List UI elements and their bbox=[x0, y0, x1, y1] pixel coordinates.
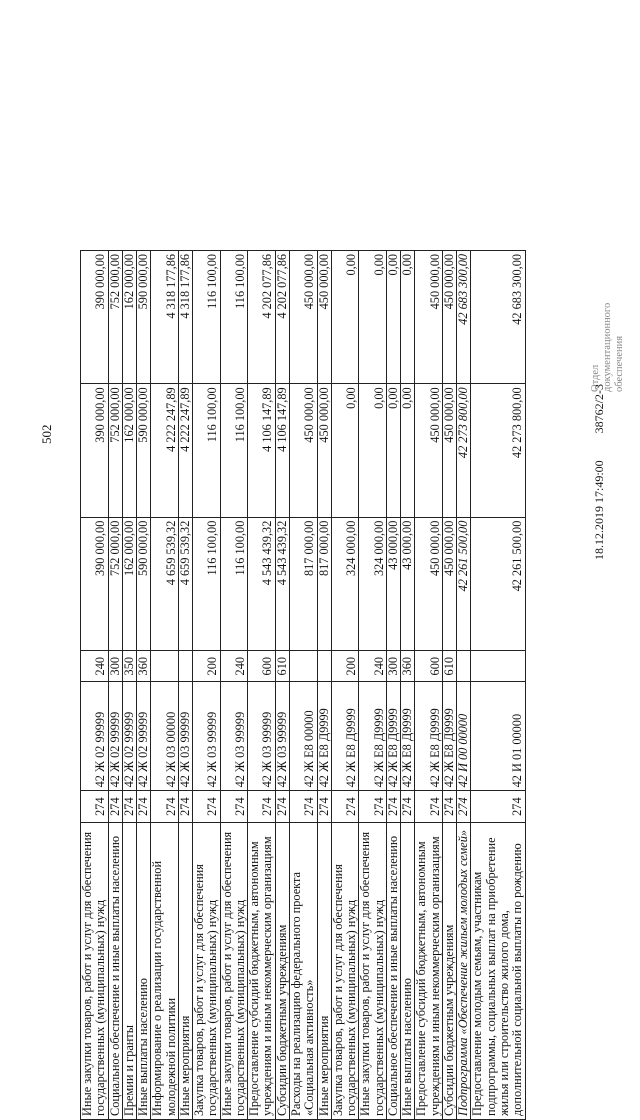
row-vr: 610 bbox=[442, 650, 456, 682]
row-name: Предоставление молодым семьям, участникам подпрограммы, социальных выплат на приобретение жилья или строительство жилого дома, дополнительной социальной выплаты по рождению bbox=[471, 822, 525, 1119]
row-value-3: 4 202 077,86 bbox=[248, 251, 276, 384]
row-name: Социальное обеспечение и иные выплаты населению bbox=[386, 822, 400, 1119]
row-value-1: 752 000,00 bbox=[108, 517, 122, 650]
footer-doc-id: 38762/2-3 bbox=[592, 383, 606, 434]
row-code: 274 bbox=[415, 791, 443, 823]
row-vr bbox=[457, 650, 471, 682]
row-kcsr: 42 Ж E8 Д9999 bbox=[386, 682, 400, 791]
row-vr: 610 bbox=[275, 650, 289, 682]
row-vr: 240 bbox=[359, 650, 387, 682]
row-code: 274 bbox=[275, 791, 289, 823]
row-code: 274 bbox=[331, 791, 359, 823]
table-row bbox=[415, 251, 443, 1120]
row-value-1: 4 543 439,32 bbox=[275, 517, 289, 650]
row-value-3: 0,00 bbox=[359, 251, 387, 384]
row-code: 274 bbox=[220, 791, 248, 823]
row-value-1: 4 659 539,32 bbox=[151, 517, 179, 650]
row-value-2: 4 106 147,89 bbox=[248, 384, 276, 517]
row-kcsr: 42 И 00 00000 bbox=[457, 682, 471, 791]
row-value-2: 4 106 147,89 bbox=[275, 384, 289, 517]
row-value-1: 390 000,00 bbox=[81, 517, 109, 650]
row-kcsr: 42 Ж E8 Д9999 bbox=[317, 682, 331, 791]
row-kcsr: 42 Ж 03 00000 bbox=[151, 682, 179, 791]
row-code: 274 bbox=[122, 791, 136, 823]
table-row bbox=[359, 251, 387, 1120]
row-kcsr: 42 Ж 02 99999 bbox=[108, 682, 122, 791]
row-value-2: 752 000,00 bbox=[108, 384, 122, 517]
table-row bbox=[331, 251, 359, 1120]
row-value-3: 450 000,00 bbox=[442, 251, 456, 384]
row-value-3: 116 100,00 bbox=[220, 251, 248, 384]
row-vr: 240 bbox=[81, 650, 109, 682]
row-value-3: 162 000,00 bbox=[122, 251, 136, 384]
row-kcsr: 42 Ж 02 99999 bbox=[122, 682, 136, 791]
row-value-3: 42 683 300,00 bbox=[471, 251, 525, 384]
row-kcsr: 42 Ж E8 00000 bbox=[289, 682, 317, 791]
stamp-line-1: Отдел документационного bbox=[590, 302, 614, 392]
row-value-2: 390 000,00 bbox=[81, 384, 109, 517]
row-vr: 300 bbox=[108, 650, 122, 682]
row-name: Иные выплаты населению bbox=[401, 822, 415, 1119]
row-value-2: 0,00 bbox=[359, 384, 387, 517]
table-row bbox=[122, 251, 136, 1120]
row-value-2: 450 000,00 bbox=[317, 384, 331, 517]
stamp-line-2: обеспечения bbox=[614, 335, 626, 392]
row-code: 274 bbox=[178, 791, 192, 823]
row-value-2: 0,00 bbox=[331, 384, 359, 517]
row-vr: 360 bbox=[401, 650, 415, 682]
row-value-1: 4 659 539,32 bbox=[178, 517, 192, 650]
table-row bbox=[289, 251, 317, 1120]
table-row bbox=[151, 251, 179, 1120]
row-value-3: 450 000,00 bbox=[317, 251, 331, 384]
row-name: Информирование о реализации государственной молодежной политики bbox=[151, 822, 179, 1119]
row-name: Иные мероприятия bbox=[317, 822, 331, 1119]
row-code: 274 bbox=[193, 791, 221, 823]
table-row bbox=[220, 251, 248, 1120]
row-name: Иные закупки товаров, работ и услуг для обеспечения государственных (муниципальных) нужд bbox=[81, 822, 109, 1119]
table-row bbox=[442, 251, 456, 1120]
row-kcsr: 42 Ж E8 Д9999 bbox=[331, 682, 359, 791]
row-vr bbox=[289, 650, 317, 682]
row-code: 274 bbox=[317, 791, 331, 823]
row-value-1: 162 000,00 bbox=[122, 517, 136, 650]
row-code: 274 bbox=[442, 791, 456, 823]
row-kcsr: 42 Ж E8 Д9999 bbox=[359, 682, 387, 791]
row-code: 274 bbox=[289, 791, 317, 823]
row-name: Предоставление субсидий бюджетным, автономным учреждениям и иным некоммерческим организациям bbox=[415, 822, 443, 1119]
table-row bbox=[108, 251, 122, 1120]
row-vr bbox=[178, 650, 192, 682]
table-row bbox=[386, 251, 400, 1120]
table-row bbox=[248, 251, 276, 1120]
row-name: Социальное обеспечение и иные выплаты населению bbox=[108, 822, 122, 1119]
row-value-3: 116 100,00 bbox=[193, 251, 221, 384]
row-value-3: 4 318 177,86 bbox=[151, 251, 179, 384]
footer-datetime: 18.12.2019 17:49:00 bbox=[592, 460, 606, 560]
table-row bbox=[137, 251, 151, 1120]
table-row bbox=[193, 251, 221, 1120]
row-value-2: 590 000,00 bbox=[137, 384, 151, 517]
row-value-1: 450 000,00 bbox=[415, 517, 443, 650]
table-row bbox=[81, 251, 109, 1120]
table-row bbox=[401, 251, 415, 1120]
row-name: Подпрограмма «Обеспечение жильем молодых семей» bbox=[457, 822, 471, 1119]
row-vr: 350 bbox=[122, 650, 136, 682]
row-kcsr: 42 Ж 03 99999 bbox=[220, 682, 248, 791]
row-kcsr: 42 Ж 03 99999 bbox=[193, 682, 221, 791]
row-value-1: 43 000,00 bbox=[401, 517, 415, 650]
row-value-1: 42 261 500,00 bbox=[471, 517, 525, 650]
row-kcsr: 42 Ж 03 99999 bbox=[275, 682, 289, 791]
row-kcsr: 42 Ж E8 Д9999 bbox=[442, 682, 456, 791]
row-code: 274 bbox=[401, 791, 415, 823]
row-code: 274 bbox=[471, 791, 525, 823]
row-kcsr: 42 Ж 02 99999 bbox=[81, 682, 109, 791]
row-code: 274 bbox=[81, 791, 109, 823]
row-name: Закупка товаров, работ и услуг для обеспечения государственных (муниципальных) нужд bbox=[193, 822, 221, 1119]
row-name: Субсидии бюджетным учреждениям bbox=[442, 822, 456, 1119]
row-value-2: 450 000,00 bbox=[415, 384, 443, 517]
table-container bbox=[80, 250, 526, 1120]
row-name: Предоставление субсидий бюджетным, автономным учреждениям и иным некоммерческим организациям bbox=[248, 822, 276, 1119]
row-value-1: 817 000,00 bbox=[289, 517, 317, 650]
row-vr: 300 bbox=[386, 650, 400, 682]
row-value-1: 116 100,00 bbox=[220, 517, 248, 650]
row-code: 274 bbox=[137, 791, 151, 823]
row-name: Субсидии бюджетным учреждениям bbox=[275, 822, 289, 1119]
row-name: Иные закупки товаров, работ и услуг для обеспечения государственных (муниципальных) нужд bbox=[359, 822, 387, 1119]
row-kcsr: 42 Ж 03 99999 bbox=[178, 682, 192, 791]
page-footer bbox=[592, 360, 607, 560]
row-value-2: 116 100,00 bbox=[220, 384, 248, 517]
row-value-1: 450 000,00 bbox=[442, 517, 456, 650]
row-value-2: 116 100,00 bbox=[193, 384, 221, 517]
row-value-3: 590 000,00 bbox=[137, 251, 151, 384]
row-vr: 240 bbox=[220, 650, 248, 682]
row-value-3: 450 000,00 bbox=[289, 251, 317, 384]
row-value-3: 390 000,00 bbox=[81, 251, 109, 384]
page-number: 502 bbox=[39, 424, 54, 444]
table-row bbox=[275, 251, 289, 1120]
row-value-1: 324 000,00 bbox=[359, 517, 387, 650]
row-value-2: 42 273 800,00 bbox=[471, 384, 525, 517]
row-value-3: 0,00 bbox=[401, 251, 415, 384]
row-value-1: 43 000,00 bbox=[386, 517, 400, 650]
row-vr: 600 bbox=[248, 650, 276, 682]
row-value-2: 4 222 247,89 bbox=[178, 384, 192, 517]
row-value-1: 4 543 439,32 bbox=[248, 517, 276, 650]
row-vr: 600 bbox=[415, 650, 443, 682]
row-vr bbox=[151, 650, 179, 682]
row-name: Иные мероприятия bbox=[178, 822, 192, 1119]
row-value-2: 450 000,00 bbox=[289, 384, 317, 517]
budget-table bbox=[80, 250, 526, 1120]
row-name: Расходы на реализацию федерального проекта «Социальная активность» bbox=[289, 822, 317, 1119]
table-row bbox=[471, 251, 525, 1120]
row-name: Премии и гранты bbox=[122, 822, 136, 1119]
row-vr: 360 bbox=[137, 650, 151, 682]
row-value-3: 42 683 300,00 bbox=[457, 251, 471, 384]
row-code: 274 bbox=[457, 791, 471, 823]
row-vr: 200 bbox=[193, 650, 221, 682]
row-value-3: 752 000,00 bbox=[108, 251, 122, 384]
table-row bbox=[457, 251, 471, 1120]
row-value-2: 450 000,00 bbox=[442, 384, 456, 517]
row-code: 274 bbox=[386, 791, 400, 823]
row-value-2: 162 000,00 bbox=[122, 384, 136, 517]
row-value-2: 0,00 bbox=[401, 384, 415, 517]
row-value-2: 0,00 bbox=[386, 384, 400, 517]
row-name: Закупка товаров, работ и услуг для обеспечения государственных (муниципальных) нужд bbox=[331, 822, 359, 1119]
row-kcsr: 42 Ж E8 Д9999 bbox=[401, 682, 415, 791]
table-row bbox=[178, 251, 192, 1120]
row-code: 274 bbox=[151, 791, 179, 823]
row-vr: 200 bbox=[331, 650, 359, 682]
row-value-2: 4 222 247,89 bbox=[151, 384, 179, 517]
row-code: 274 bbox=[248, 791, 276, 823]
row-code: 274 bbox=[359, 791, 387, 823]
row-kcsr: 42 Ж 03 99999 bbox=[248, 682, 276, 791]
row-value-3: 0,00 bbox=[331, 251, 359, 384]
row-code: 274 bbox=[108, 791, 122, 823]
row-value-3: 0,00 bbox=[386, 251, 400, 384]
row-value-2: 42 273 800,00 bbox=[457, 384, 471, 517]
table-row bbox=[317, 251, 331, 1120]
row-value-1: 590 000,00 bbox=[137, 517, 151, 650]
row-value-3: 4 318 177,86 bbox=[178, 251, 192, 384]
row-value-3: 450 000,00 bbox=[415, 251, 443, 384]
row-value-1: 42 261 500,00 bbox=[457, 517, 471, 650]
row-value-3: 4 202 077,86 bbox=[275, 251, 289, 384]
row-kcsr: 42 Ж E8 Д9999 bbox=[415, 682, 443, 791]
row-vr bbox=[317, 650, 331, 682]
row-kcsr: 42 И 01 00000 bbox=[471, 682, 525, 791]
row-value-1: 817 000,00 bbox=[317, 517, 331, 650]
row-vr bbox=[471, 650, 525, 682]
row-value-1: 116 100,00 bbox=[193, 517, 221, 650]
row-kcsr: 42 Ж 02 99999 bbox=[137, 682, 151, 791]
row-name: Иные закупки товаров, работ и услуг для обеспечения государственных (муниципальных) нужд bbox=[220, 822, 248, 1119]
row-name: Иные выплаты населению bbox=[137, 822, 151, 1119]
row-value-1: 324 000,00 bbox=[331, 517, 359, 650]
